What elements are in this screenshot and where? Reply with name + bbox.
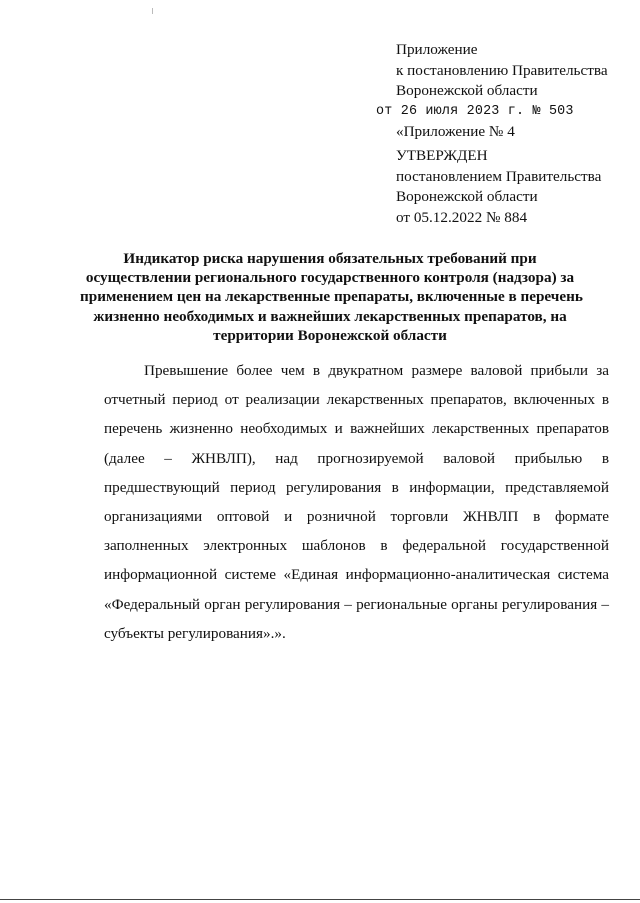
approved-region: Воронежской области: [396, 188, 538, 205]
body-paragraph: [104, 356, 609, 648]
scan-edge-mark: [152, 8, 153, 14]
title-line: жизненно необходимых и важнейших лекарственных препаратов, на: [93, 307, 567, 325]
document-title: [80, 249, 583, 345]
appendix-number-ref: «Приложение № 4: [396, 123, 515, 140]
body-line: предшествующий период регулирования в информации, представляемой: [104, 478, 609, 496]
title-line: территории Воронежской области: [213, 326, 447, 344]
body-line: Превышение более чем в двукратном размере валовой прибыли за: [144, 362, 609, 379]
body-line: организациями оптовой и розничной торговли ЖНВЛП в формате: [104, 508, 609, 526]
approval-stamp-block: [396, 146, 601, 228]
body-line: заполненных электронных шаблонов в федеральной государственной: [104, 537, 609, 555]
body-line: «Федеральный орган регулирования – региональные органы регулирования –: [104, 595, 609, 613]
page-bottom-edge: [0, 899, 640, 900]
appendix-date-number: от 26 июля 2023 г. № 503: [376, 103, 574, 119]
body-line: отчетный период от реализации лекарственных препаратов, включенных в: [104, 391, 609, 409]
body-line: информационной системе «Единая информационно-аналитическая система: [104, 566, 609, 584]
appendix-region: Воронежской области: [396, 82, 538, 99]
title-line: Индикатор риска нарушения обязательных требований при: [123, 250, 537, 267]
approved-by: постановлением Правительства: [396, 167, 602, 185]
approved-date-number: от 05.12.2022 № 884: [396, 208, 528, 226]
body-line: субъекты регулирования».».: [104, 624, 286, 642]
body-line: (далее – ЖНВЛП), над прогнозируемой валовой прибылью в: [104, 449, 609, 467]
title-line: применением цен на лекарственные препараты, включенные в перечень: [80, 288, 583, 306]
body-line: перечень жизненно необходимых и важнейших лекарственных препаратов: [104, 420, 609, 438]
appendix-label: Приложение: [396, 41, 478, 58]
approved-label: УТВЕРЖДЕН: [396, 147, 488, 164]
title-line: осуществлении регионального государственного контроля (надзора) за: [85, 269, 575, 287]
appendix-header: [376, 40, 608, 143]
appendix-resolution-ref: к постановлению Правительства: [396, 61, 608, 79]
